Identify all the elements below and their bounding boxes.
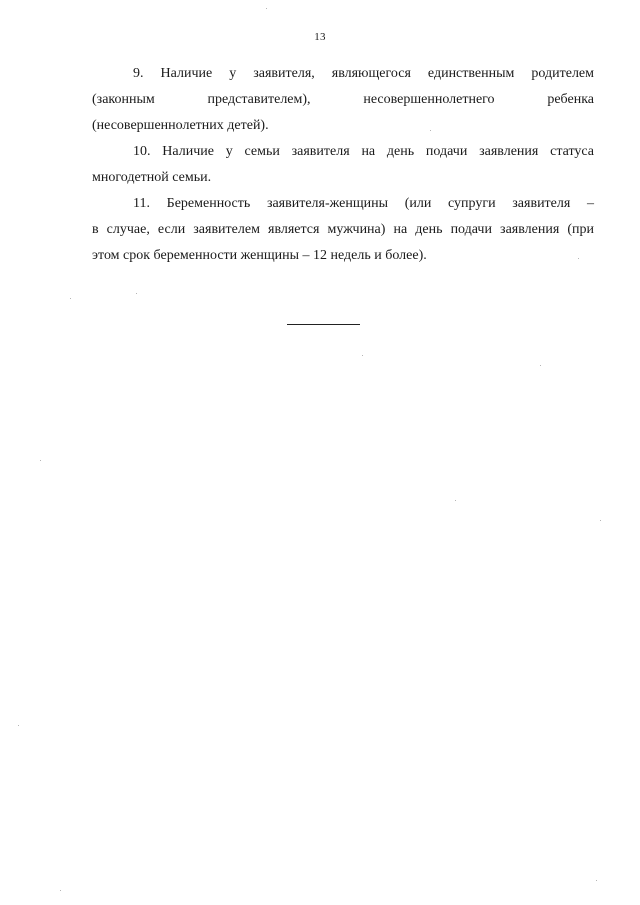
- scan-speck: [362, 355, 363, 356]
- paragraph-line: (несовершеннолетних детей).: [92, 118, 269, 133]
- scan-speck: [70, 298, 71, 299]
- paragraph-line: 10. Наличие у семьи заявителя на день подачи заявления статуса: [133, 144, 594, 159]
- paragraph-line: 11. Беременность заявителя-женщины (или супруги заявителя –: [133, 196, 594, 211]
- scan-speck: [600, 520, 601, 521]
- scan-speck: [18, 725, 19, 726]
- scan-speck: [540, 365, 541, 366]
- document-body: [92, 61, 594, 269]
- scan-speck: [60, 890, 61, 891]
- scan-speck: [430, 130, 431, 131]
- paragraph-11: [92, 191, 594, 269]
- scan-speck: [578, 258, 579, 259]
- paragraph-line: 9. Наличие у заявителя, являющегося единственным родителем: [133, 66, 594, 81]
- scan-speck: [266, 8, 267, 9]
- scan-speck: [596, 880, 597, 881]
- scan-speck: [40, 460, 41, 461]
- end-separator-line: [287, 324, 360, 325]
- paragraph-line: в случае, если заявителем является мужчина) на день подачи заявления (при: [92, 222, 594, 237]
- scan-speck: [455, 500, 456, 501]
- paragraph-line: этом срок беременности женщины – 12 недель и более).: [92, 248, 427, 263]
- paragraph-line: многодетной семьи.: [92, 170, 212, 185]
- paragraph-line: (законным представителем), несовершеннолетнего ребенка: [92, 92, 594, 107]
- scan-speck: [136, 293, 137, 294]
- paragraph-10: [92, 139, 594, 191]
- paragraph-9: [92, 61, 594, 139]
- page-number: 13: [314, 31, 326, 43]
